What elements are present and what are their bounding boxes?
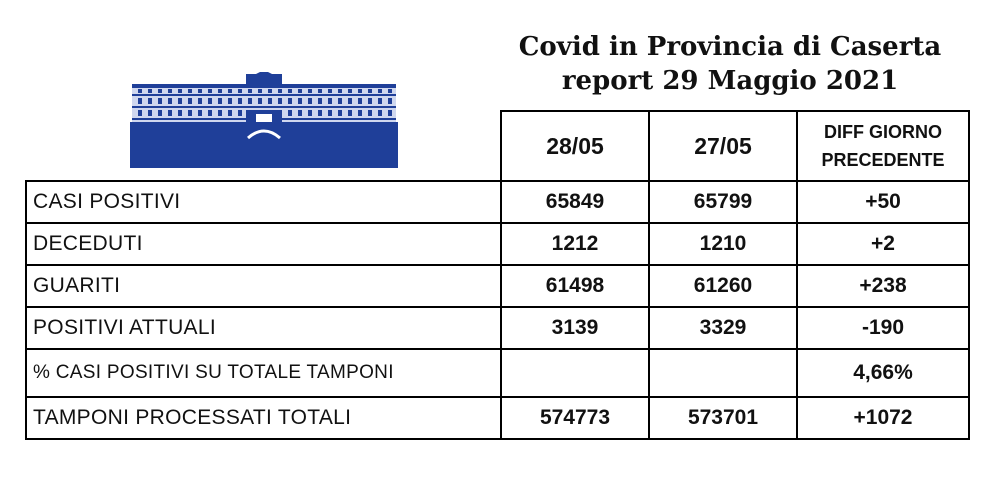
row-value-27-05: 65799 <box>649 181 797 223</box>
row-diff: +1072 <box>797 397 969 439</box>
row-label: CASI POSITIVI <box>26 181 501 223</box>
table-row <box>26 397 969 439</box>
header-date-28-05: 28/05 <box>501 111 649 181</box>
header-blank-cell <box>26 111 501 181</box>
row-label: GUARITI <box>26 265 501 307</box>
table-row <box>26 181 969 223</box>
row-diff: -190 <box>797 307 969 349</box>
row-value-27-05: 61260 <box>649 265 797 307</box>
row-label: % CASI POSITIVI SU TOTALE TAMPONI <box>26 349 501 397</box>
table-row <box>26 223 969 265</box>
report-title-line1: Covid in Provincia di Caserta <box>518 32 942 62</box>
row-value-28-05: 3139 <box>501 307 649 349</box>
report-title <box>480 30 980 98</box>
row-label: DECEDUTI <box>26 223 501 265</box>
header-diff-line2: PRECEDENTE <box>821 150 945 170</box>
row-value-27-05: 573701 <box>649 397 797 439</box>
row-value-27-05: 3329 <box>649 307 797 349</box>
table-row <box>26 307 969 349</box>
header-row <box>26 111 969 181</box>
row-diff: +238 <box>797 265 969 307</box>
row-value-28-05: 65849 <box>501 181 649 223</box>
row-value-28-05: 1212 <box>501 223 649 265</box>
header-diff-line1: DIFF GIORNO <box>824 122 942 142</box>
row-diff: +2 <box>797 223 969 265</box>
header-date-27-05: 27/05 <box>649 111 797 181</box>
table-row <box>26 349 969 397</box>
row-value-28-05: 574773 <box>501 397 649 439</box>
covid-report-table <box>25 110 970 440</box>
row-value-27-05 <box>649 349 797 397</box>
report-title-line2: report 29 Maggio 2021 <box>561 66 899 96</box>
row-label: POSITIVI ATTUALI <box>26 307 501 349</box>
row-value-28-05: 61498 <box>501 265 649 307</box>
row-value-27-05: 1210 <box>649 223 797 265</box>
header-diff <box>797 111 969 181</box>
row-diff: +50 <box>797 181 969 223</box>
row-value-28-05 <box>501 349 649 397</box>
table-row <box>26 265 969 307</box>
row-diff: 4,66% <box>797 349 969 397</box>
row-label: TAMPONI PROCESSATI TOTALI <box>26 397 501 439</box>
